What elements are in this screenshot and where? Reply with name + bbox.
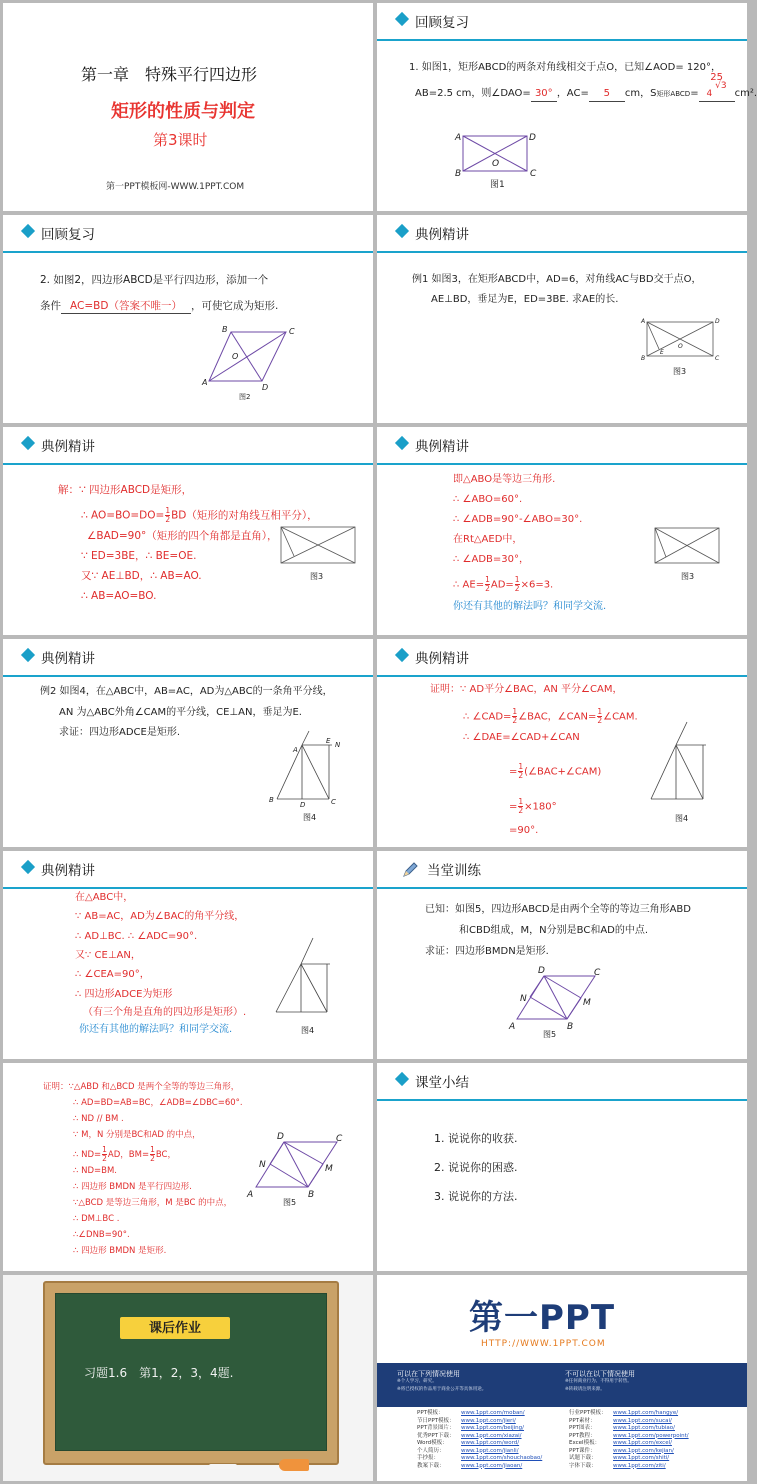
- header-title: 典例精讲: [41, 651, 95, 667]
- website-label: 第一PPT模板网-WWW.1PPT.COM: [106, 182, 245, 192]
- lesson-title: 矩形的性质与判定: [111, 101, 255, 122]
- credit-link-row[interactable]: [417, 1455, 567, 1463]
- frac-den: 2: [102, 1154, 107, 1163]
- point-label: B: [455, 169, 462, 179]
- point-label: M: [583, 998, 591, 1008]
- homework-tag: [120, 1317, 230, 1339]
- figure-3: [377, 215, 747, 423]
- question-line: 1. 如图1，矩形ABCD的两条对角线相交于点O，已知∠AOD= 120°，: [409, 62, 722, 73]
- credit-link[interactable]: www.1ppt.com/jiaoan/: [461, 1462, 523, 1469]
- proof-line: ∴ AD=BD=AB=BC，∠ADB=∠DBC=60°.: [73, 1098, 243, 1108]
- frac-num: 1: [102, 1145, 107, 1154]
- header-title: 典例精讲: [415, 651, 469, 667]
- credit-link[interactable]: www.1ppt.com/hangye/: [613, 1410, 679, 1416]
- q-text: cm².: [734, 88, 757, 99]
- proof-line: ∵ M，N 分别是BC和AD 的中点，: [73, 1130, 201, 1140]
- problem-line: 求证：四边形ADCE是矩形.: [59, 727, 181, 738]
- proof-line: ∴ 四边形 BMDN 是平行四边形.: [73, 1182, 192, 1192]
- credit-link[interactable]: www.1ppt.com/excel/: [613, 1440, 672, 1446]
- credit-link[interactable]: www.1ppt.com/jianli/: [461, 1447, 519, 1454]
- eraser: [279, 1459, 309, 1471]
- figure-caption: 图3: [673, 367, 687, 376]
- q-text: =: [690, 88, 699, 99]
- slide-example-1: [377, 215, 747, 423]
- problem-line: AN 为△ABC外角∠CAM的平分线，CE⊥AN，垂足为E.: [59, 707, 302, 718]
- figure-1: [377, 3, 747, 211]
- credit-link[interactable]: www.1ppt.com/jieri/: [461, 1417, 516, 1424]
- credit-link-label: PPT素材：: [569, 1417, 596, 1424]
- point-label: C: [331, 798, 336, 806]
- problem-line: 已知：如图5，四边形ABCD是由两个全等的等边三角形ABD: [425, 904, 691, 915]
- frac-den: 2: [165, 515, 171, 524]
- point-label: B: [269, 796, 274, 804]
- answer-condition: AC=BD（答案不唯一）: [61, 299, 191, 314]
- proof-line: ∴ ∠DAE=∠CAD+∠CAN: [463, 732, 580, 743]
- frac-num: 1: [512, 707, 518, 716]
- credit-link-label: PPT图表：: [569, 1425, 596, 1431]
- credit-link-label: 字体下载：: [569, 1462, 597, 1469]
- credit-link-label: 教案下载：: [417, 1462, 445, 1469]
- slide-proof-2: [377, 639, 747, 847]
- frac-den: 2: [518, 806, 524, 815]
- proof-line: ∵ ED=3BE，∴ BE=OE.: [81, 550, 197, 562]
- proof-text: ∴ ∠CAD=: [463, 711, 512, 723]
- credit-link-row[interactable]: [569, 1418, 739, 1426]
- credit-link-row[interactable]: [417, 1440, 567, 1448]
- point-label: B: [641, 355, 646, 362]
- credit-link-label: 节日PPT模板：: [417, 1417, 455, 1424]
- summary-item: 1. 说说你的收获.: [434, 1132, 518, 1145]
- frac-num: 1: [485, 575, 490, 584]
- answer-area-den: 4: [706, 89, 713, 99]
- proof-text: ×180°: [524, 801, 557, 813]
- proof-text: BC，: [155, 1150, 176, 1160]
- links-right: [569, 1410, 739, 1470]
- proof-text: (∠BAC+∠CAM): [524, 766, 602, 778]
- slide-practice: [377, 851, 747, 1059]
- diamond-icon: [395, 1072, 409, 1086]
- credit-link[interactable]: www.1ppt.com/moban/: [461, 1410, 525, 1416]
- point-label: D: [300, 801, 306, 809]
- frac-num: 1: [518, 797, 524, 806]
- credit-link-label: Word模板：: [417, 1440, 448, 1446]
- proof-line: ∴ 四边形ADCE为矩形: [75, 989, 173, 1000]
- credit-link-row[interactable]: [417, 1463, 567, 1471]
- slide-solution-2: [377, 427, 747, 635]
- figure-4: [3, 639, 373, 847]
- problem-line: 和CBD组成，M，N分别是BC和AD的中点.: [459, 925, 649, 936]
- credit-link[interactable]: www.1ppt.com/ziti/: [613, 1462, 666, 1469]
- point-label: C: [530, 169, 537, 179]
- credit-link[interactable]: www.1ppt.com/word/: [461, 1440, 520, 1446]
- answer-angle: 30°: [531, 87, 557, 102]
- proof-line: ∴ 四边形 BMDN 是矩形.: [73, 1246, 167, 1256]
- slide-header: [377, 1063, 747, 1101]
- point-label: C: [289, 327, 295, 336]
- credit-link-row[interactable]: [569, 1455, 739, 1463]
- point-label: M: [325, 1164, 333, 1174]
- credit-link[interactable]: www.1ppt.com/beijing/: [461, 1425, 525, 1431]
- summary-item: 3. 说说你的方法.: [434, 1190, 518, 1203]
- proof-line: 又∵ CE⊥AN，: [75, 950, 141, 961]
- slide-solution-1: [3, 427, 373, 635]
- figure-caption: 图5: [543, 1030, 557, 1039]
- links-left: [417, 1410, 567, 1470]
- point-label: N: [520, 994, 527, 1004]
- frac-num: 1: [518, 762, 524, 771]
- problem-line: 求证：四边形BMDN是矩形.: [425, 946, 549, 957]
- header-title: 课堂小结: [415, 1075, 469, 1091]
- credit-link-row[interactable]: [417, 1433, 567, 1441]
- figure-caption: 图2: [239, 393, 251, 401]
- proof-line: ∠BAD=90°（矩形的四个角都是直角），: [87, 530, 278, 542]
- figure-caption: 图4: [301, 1026, 315, 1035]
- frac-den: 2: [514, 584, 520, 593]
- proof-text: AD，BM=: [107, 1150, 150, 1160]
- credit-link-row[interactable]: [569, 1463, 739, 1471]
- point-label: C: [715, 355, 720, 362]
- point-label: D: [715, 318, 720, 325]
- q-text: ，AC=: [556, 88, 589, 99]
- figure-5: [3, 1063, 373, 1271]
- frac-den: 2: [512, 716, 518, 725]
- proof-line: 在△ABC中，: [75, 892, 134, 903]
- credit-link[interactable]: www.1ppt.com/powerpoint/: [613, 1432, 689, 1439]
- point-label: E: [660, 349, 664, 356]
- chalk-piece: [209, 1464, 237, 1469]
- q-text: ，可使它成为矩形.: [191, 300, 279, 312]
- point-label: B: [222, 325, 228, 334]
- proof-line: （有三个角是直角的四边形是矩形）.: [83, 1007, 247, 1018]
- figure-caption: 图4: [303, 813, 317, 822]
- proof-line: ∴ ∠CEA=90°，: [75, 969, 150, 980]
- point-label: B: [567, 1022, 574, 1032]
- point-label: O: [232, 352, 239, 361]
- header-title: 回顾复习: [415, 15, 469, 31]
- brand-url: HTTP://WWW.1PPT.COM: [481, 1339, 606, 1349]
- slide-review-2: [3, 215, 373, 423]
- proof-line: 证明：∵ AD平分∠BAC，AN 平分∠CAM，: [430, 684, 623, 695]
- point-label: E: [326, 737, 331, 745]
- license-cannot-item: ※转载请注明来源。: [565, 1387, 605, 1392]
- point-label: D: [277, 1132, 284, 1142]
- proof-line: 解：∵ 四边形ABCD是矩形，: [58, 484, 193, 496]
- proof-line: ∴ AD⊥BC. ∴ ∠ADC=90°.: [75, 931, 198, 942]
- proof-line: ∴ ND=BM.: [73, 1166, 118, 1176]
- credit-link[interactable]: www.1ppt.com/kejian/: [613, 1447, 674, 1454]
- header-title: 典例精讲: [415, 439, 469, 455]
- figure-caption: 图4: [675, 814, 689, 823]
- homework-task: 习题1.6 第1，2，3，4题.: [84, 1366, 234, 1380]
- credit-link[interactable]: www.1ppt.com/tubiao/: [613, 1425, 675, 1431]
- header-title: 回顾复习: [41, 227, 95, 243]
- license-can-item: ※将已授权的作品用于商业公开等具体用途。: [397, 1387, 487, 1392]
- proof-line: ∴∠DNB=90°.: [73, 1230, 130, 1240]
- figure-caption: 图3: [681, 572, 695, 581]
- point-label: D: [262, 383, 269, 392]
- proof-line: 又∵ AE⊥BD，∴ AB=AO.: [81, 570, 202, 582]
- header-title: 典例精讲: [41, 439, 95, 455]
- problem-line: AE⊥BD，垂足为E，ED=3BE. 求AE的长.: [431, 294, 619, 305]
- credit-link-label: PPT模板：: [417, 1410, 444, 1416]
- problem-line: 例1 如图3，在矩形ABCD中，AD=6，对角线AC与BD交于点O，: [412, 274, 702, 285]
- q-text: AB=2.5 cm，则∠DAO=: [415, 88, 531, 99]
- frac-den: 2: [150, 1154, 155, 1163]
- credit-link-label: 行业PPT模板：: [569, 1410, 607, 1416]
- frac-num: 1: [597, 707, 603, 716]
- credit-link-row[interactable]: [569, 1448, 739, 1456]
- proof-line: ∴ ND // BM .: [73, 1114, 124, 1124]
- credit-link-row[interactable]: [417, 1418, 567, 1426]
- figure-4: [3, 851, 373, 1059]
- credit-link-label: 手抄报：: [417, 1455, 440, 1461]
- figure-caption: 图5: [283, 1198, 297, 1207]
- credit-link[interactable]: www.1ppt.com/shiti/: [613, 1455, 670, 1461]
- credit-link-row[interactable]: [417, 1410, 567, 1418]
- credit-link-row[interactable]: [569, 1440, 739, 1448]
- frac-den: 2: [597, 716, 603, 725]
- credit-link[interactable]: www.1ppt.com/shouchaobao/: [461, 1455, 543, 1461]
- proof-text: ∠CAM.: [603, 711, 638, 723]
- chalkboard: [43, 1281, 339, 1465]
- q-subscript: 矩形ABCD: [656, 90, 691, 98]
- chapter-title: 第一章 特殊平行四边形: [81, 65, 258, 84]
- credit-link[interactable]: www.1ppt.com/xiazai/: [461, 1432, 522, 1439]
- figure-3: [3, 427, 373, 635]
- discussion-prompt: 你还有其他的解法吗？和同学交流.: [79, 1024, 233, 1035]
- proof-line: ∴ ∠ADB=30°，: [453, 554, 530, 565]
- point-label: N: [259, 1160, 266, 1170]
- credit-link-row[interactable]: [569, 1425, 739, 1433]
- credit-link-row[interactable]: [417, 1448, 567, 1456]
- proof-line: ∴ AB=AO=BO.: [81, 590, 157, 602]
- figure-caption: 图3: [310, 572, 324, 581]
- proof-text: ×6=3.: [520, 579, 554, 591]
- problem-line: 例2 如图4，在△ABC中，AB=AC，AD为△ABC的一条角平分线，: [40, 686, 333, 697]
- answer-area-rad: √3: [715, 81, 727, 91]
- license-can-item: ※个人学习、研究。: [397, 1379, 437, 1384]
- point-label: A: [455, 133, 462, 143]
- point-label: B: [308, 1190, 315, 1200]
- slide-summary: [377, 1063, 747, 1271]
- slide-review-1: [377, 3, 757, 211]
- lesson-number: 第3课时: [153, 131, 208, 149]
- slide-practice-proof: [3, 1063, 373, 1271]
- license-can-title: 可以在下列情况使用: [397, 1370, 460, 1378]
- point-label: A: [202, 378, 208, 387]
- point-label: A: [641, 318, 646, 325]
- point-label: A: [247, 1190, 254, 1200]
- question-line: 2. 如图2，四边形ABCD是平行四边形，添加一个: [40, 274, 269, 286]
- frac-num: 1: [165, 506, 171, 515]
- figure-2: [3, 215, 373, 423]
- proof-text: ∴ AO=BO=DO=: [81, 509, 165, 522]
- point-label: N: [335, 741, 341, 749]
- proof-line: ∴ ∠ABO=60°.: [453, 494, 523, 505]
- header-title: 典例精讲: [41, 863, 95, 879]
- proof-text: ∠BAC，∠CAN=: [518, 711, 597, 723]
- credit-link-row[interactable]: [417, 1425, 567, 1433]
- summary-item: 2. 说说你的困惑.: [434, 1161, 518, 1174]
- homework-title: 课后作业: [148, 1321, 201, 1336]
- credit-link-label: 优秀PPT下载：: [417, 1432, 455, 1439]
- answer-area-num: 25: [710, 72, 723, 83]
- point-label: C: [594, 968, 601, 978]
- license-cannot-title: 不可以在以下情况使用: [565, 1370, 635, 1378]
- credit-link-row[interactable]: [569, 1410, 739, 1418]
- point-label: D: [529, 133, 536, 143]
- figure-4: [377, 639, 747, 847]
- credit-link-label: PPT课件：: [569, 1447, 596, 1454]
- proof-text: ∴ AE=: [453, 579, 485, 591]
- frac-num: 1: [150, 1145, 155, 1154]
- point-label: O: [678, 343, 683, 350]
- proof-text: BD（矩形的对角线互相平分），: [171, 509, 318, 522]
- figure-3: [377, 427, 747, 635]
- q-text: 条件: [40, 300, 61, 312]
- header-title: 当堂训练: [427, 863, 481, 879]
- header-title: 典例精讲: [415, 227, 469, 243]
- proof-line: ∴ ∠ADB=90°-∠ABO=30°.: [453, 514, 583, 525]
- slide-proof-2b: [3, 851, 373, 1059]
- brand-logo: 第一PPT: [469, 1298, 616, 1338]
- discussion-prompt: 你还有其他的解法吗？和同学交流.: [453, 601, 607, 612]
- credit-link-label: 试题下载：: [569, 1455, 597, 1461]
- credit-link-label: Excel模板：: [569, 1440, 601, 1446]
- slide-credits: [377, 1275, 747, 1481]
- proof-line: =90°.: [509, 825, 539, 836]
- frac-num: 1: [514, 575, 520, 584]
- proof-text: ∴ ND=: [73, 1150, 102, 1160]
- credit-link-label: 个人简历：: [417, 1447, 445, 1454]
- credit-link[interactable]: www.1ppt.com/sucai/: [613, 1417, 672, 1424]
- frac-den: 2: [518, 771, 524, 780]
- proof-line: ∵ AB=AC，AD为∠BAC的角平分线，: [75, 911, 245, 922]
- proof-text: AD=: [490, 579, 514, 591]
- point-label: O: [492, 159, 500, 169]
- proof-text: =: [509, 801, 518, 813]
- proof-line: ∵△BCD 是等边三角形，M 是BC 的中点，: [73, 1198, 233, 1208]
- frac-den: 2: [485, 584, 490, 593]
- credit-link-label: PPT教程：: [569, 1432, 596, 1439]
- slide-title: [3, 3, 373, 211]
- point-label: C: [336, 1134, 343, 1144]
- credit-link-row[interactable]: [569, 1433, 739, 1441]
- chalkboard-surface: [55, 1293, 327, 1451]
- point-label: A: [509, 1022, 516, 1032]
- proof-line: 证明：∵△ABD 和△BCD 是两个全等的等边三角形，: [43, 1082, 240, 1092]
- point-label: D: [538, 966, 545, 976]
- proof-line: 即△ABO是等边三角形.: [453, 474, 556, 485]
- answer-length: 5: [589, 87, 625, 102]
- figure-5: [377, 851, 747, 1059]
- proof-line: ∴ DM⊥BC .: [73, 1214, 120, 1224]
- slide-homework: [3, 1275, 373, 1481]
- q-text: cm，S: [624, 88, 657, 99]
- figure-caption: 图1: [490, 180, 505, 190]
- proof-text: =: [509, 766, 518, 778]
- license-band: [377, 1363, 747, 1407]
- license-cannot-item: ※任何商业行为、不得用于转售。: [565, 1379, 632, 1384]
- point-label: A: [293, 746, 298, 754]
- proof-line: 在Rt△AED中，: [453, 534, 523, 545]
- credit-link-label: PPT背景图片：: [417, 1425, 455, 1431]
- slide-example-2: [3, 639, 373, 847]
